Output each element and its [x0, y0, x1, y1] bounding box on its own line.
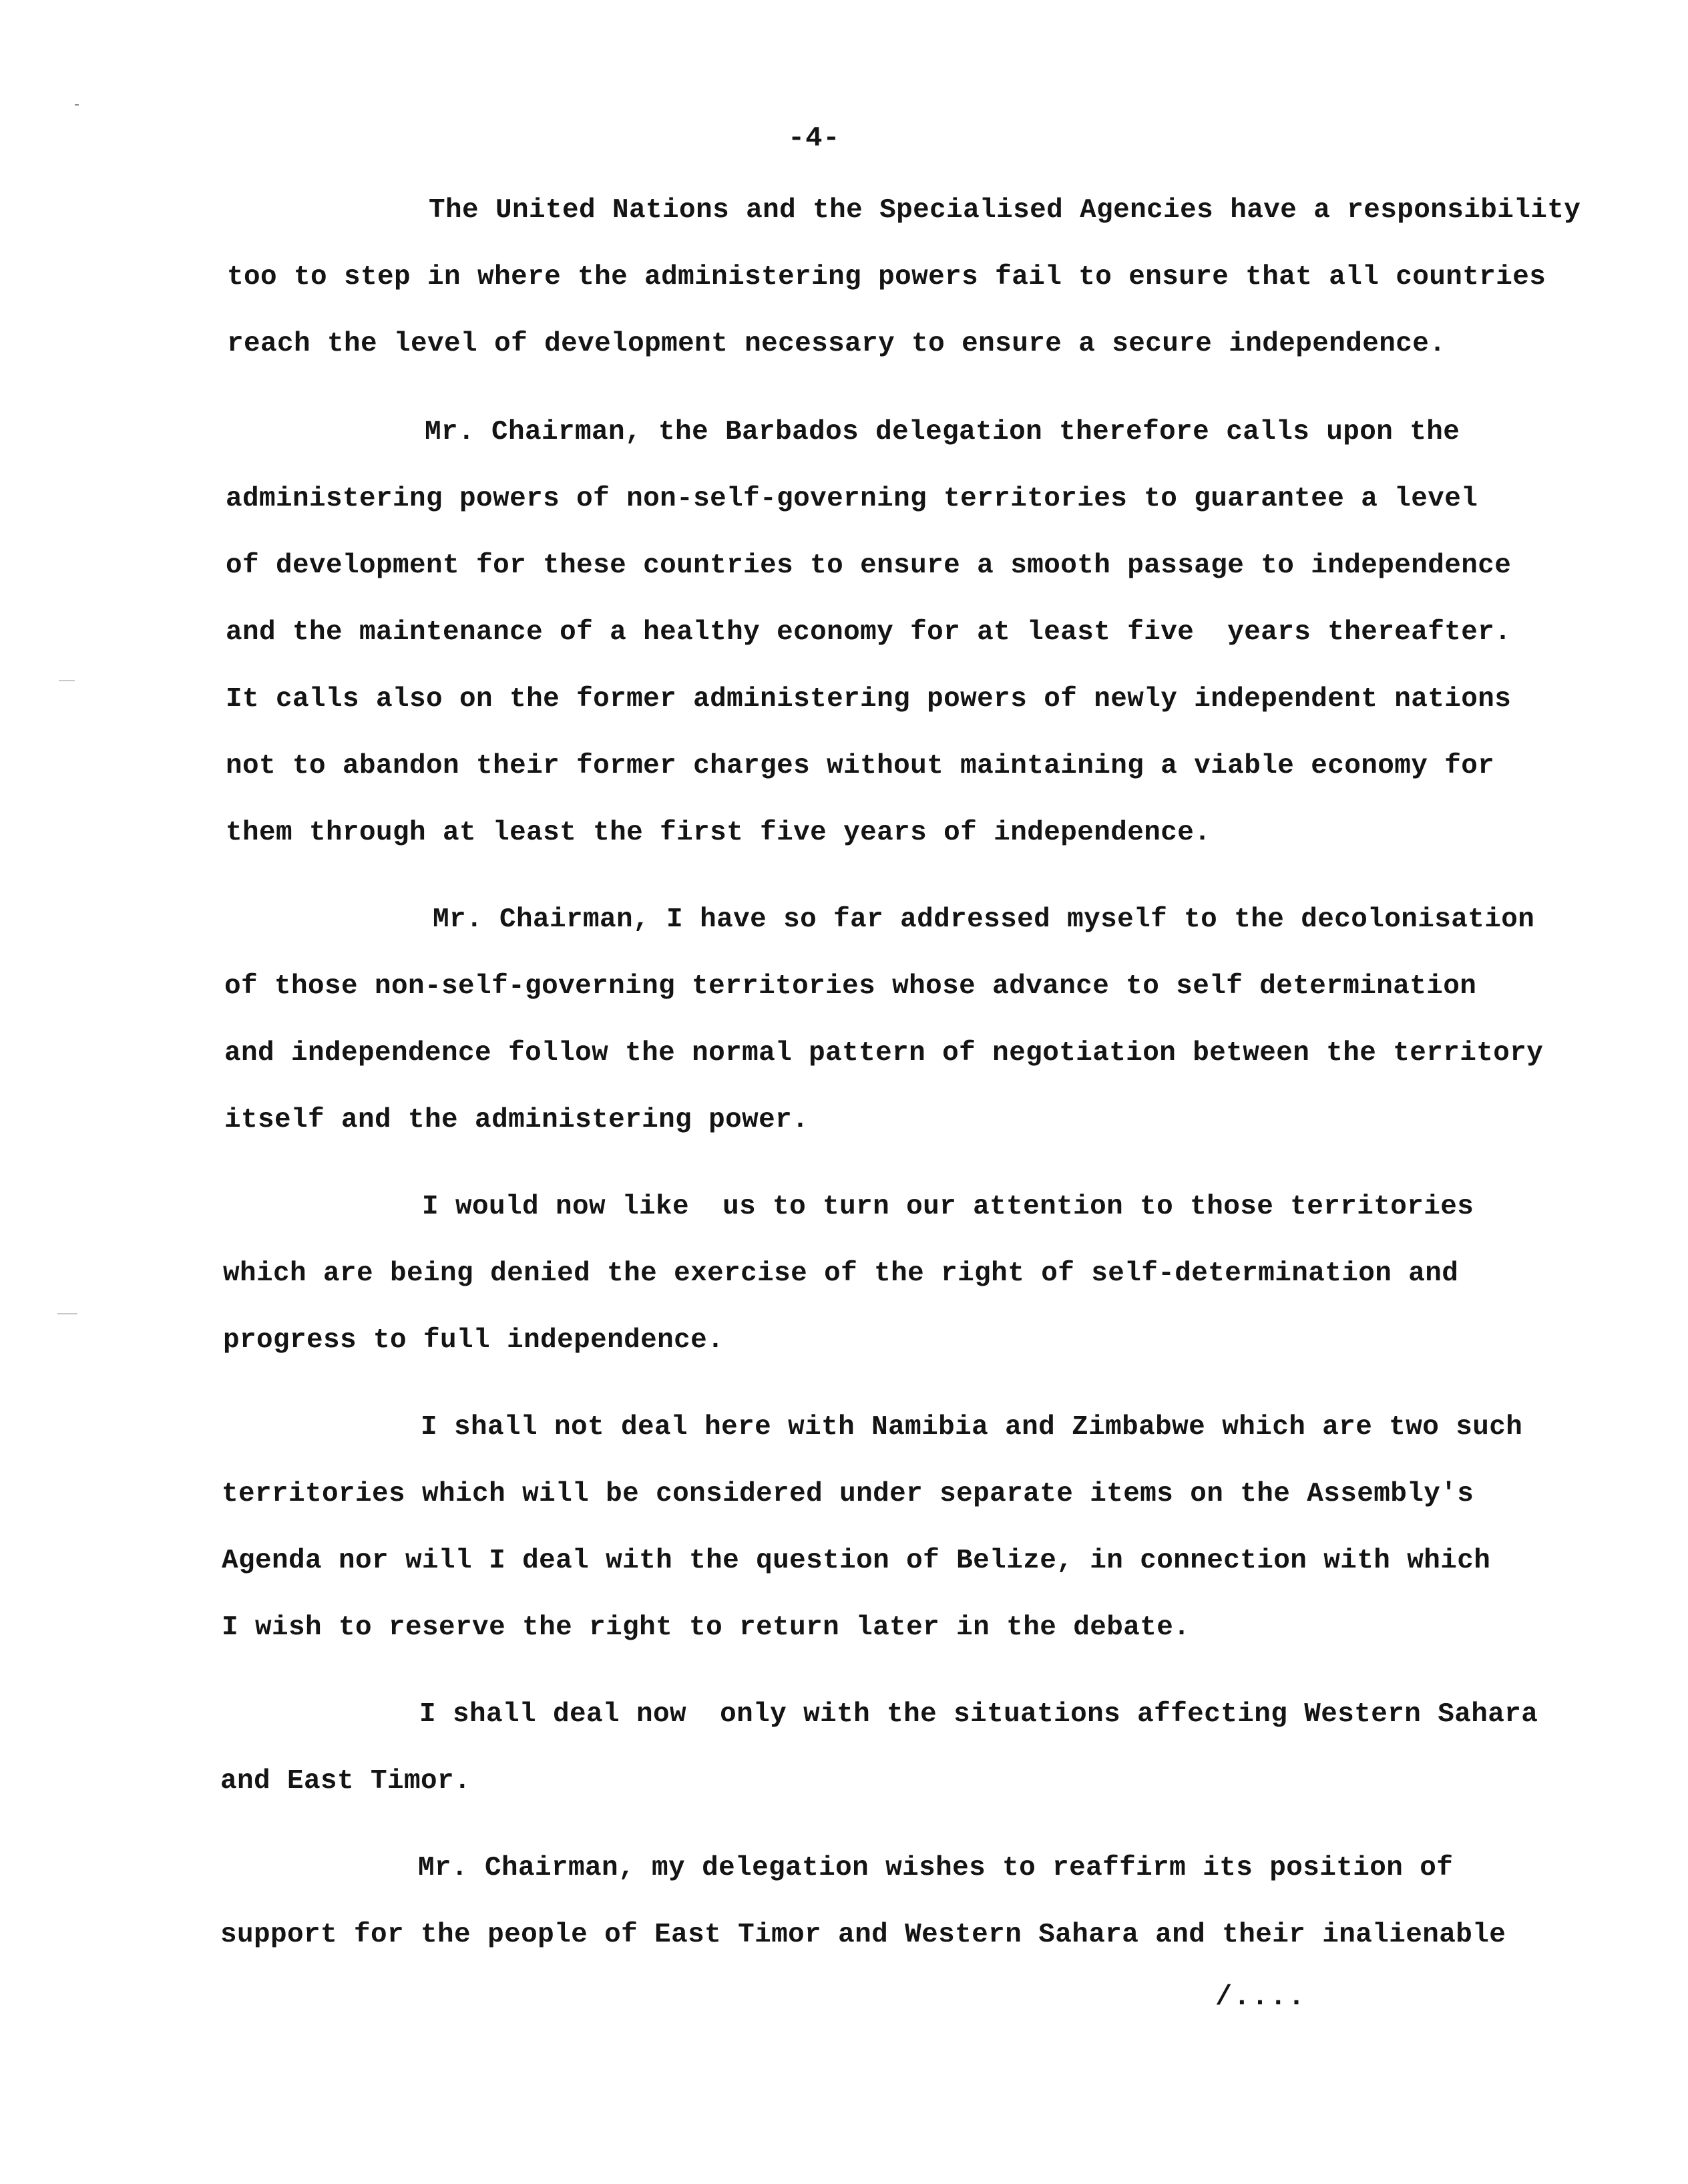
- page-number: -4-: [788, 122, 841, 154]
- text-line: The United Nations and the Specialised Agencies have a responsibility: [429, 195, 1581, 226]
- text-line: them through at least the first five years of independence.: [226, 817, 1211, 848]
- text-line: I shall deal now only with the situations affecting Western Sahara: [419, 1699, 1538, 1730]
- text-line: support for the people of East Timor and Western Sahara and their inalienable: [220, 1920, 1506, 1950]
- scan-speck: [75, 104, 79, 106]
- continuation-mark: /....: [1215, 1981, 1307, 2013]
- text-line: progress to full independence.: [223, 1325, 724, 1356]
- text-line: Agenda nor will I deal with the question of Belize, in connection with which: [222, 1545, 1491, 1576]
- text-line: I shall not deal here with Namibia and Zimbabwe which are two such: [421, 1412, 1523, 1443]
- text-line: Mr. Chairman, the Barbados delegation therefore calls upon the: [425, 417, 1460, 447]
- text-line: I would now like us to turn our attention to those territories: [422, 1192, 1474, 1222]
- text-line: territories which will be considered under separate items on the Assembly's: [222, 1479, 1474, 1509]
- text-line: itself and the administering power.: [224, 1105, 809, 1135]
- text-line: of development for these countries to ensure a smooth passage to independence: [226, 550, 1512, 581]
- text-line: and independence follow the normal pattern of negotiation between the territory: [224, 1038, 1544, 1069]
- text-line: not to abandon their former charges without maintaining a viable economy for: [226, 751, 1495, 781]
- scan-speck: [59, 680, 75, 681]
- text-line: too to step in where the administering powers fail to ensure that all countries: [227, 262, 1546, 293]
- text-line: and the maintenance of a healthy economy for at least five years thereafter.: [226, 617, 1512, 648]
- text-line: It calls also on the former administering powers of newly independent nations: [226, 684, 1512, 715]
- text-line: I wish to reserve the right to return later in the debate.: [222, 1612, 1191, 1643]
- text-line: Mr. Chairman, my delegation wishes to reaffirm its position of: [418, 1853, 1454, 1883]
- text-line: reach the level of development necessary to ensure a secure independence.: [227, 329, 1446, 359]
- text-line: which are being denied the exercise of the right of self-determination and: [223, 1258, 1459, 1289]
- scan-speck: [57, 1313, 77, 1314]
- text-line: administering powers of non-self-governing territories to guarantee a level: [226, 484, 1478, 514]
- text-line: and East Timor.: [220, 1766, 471, 1797]
- text-line: Mr. Chairman, I have so far addressed myself to the decolonisation: [433, 904, 1535, 935]
- text-line: of those non-self-governing territories whose advance to self determination: [224, 971, 1477, 1002]
